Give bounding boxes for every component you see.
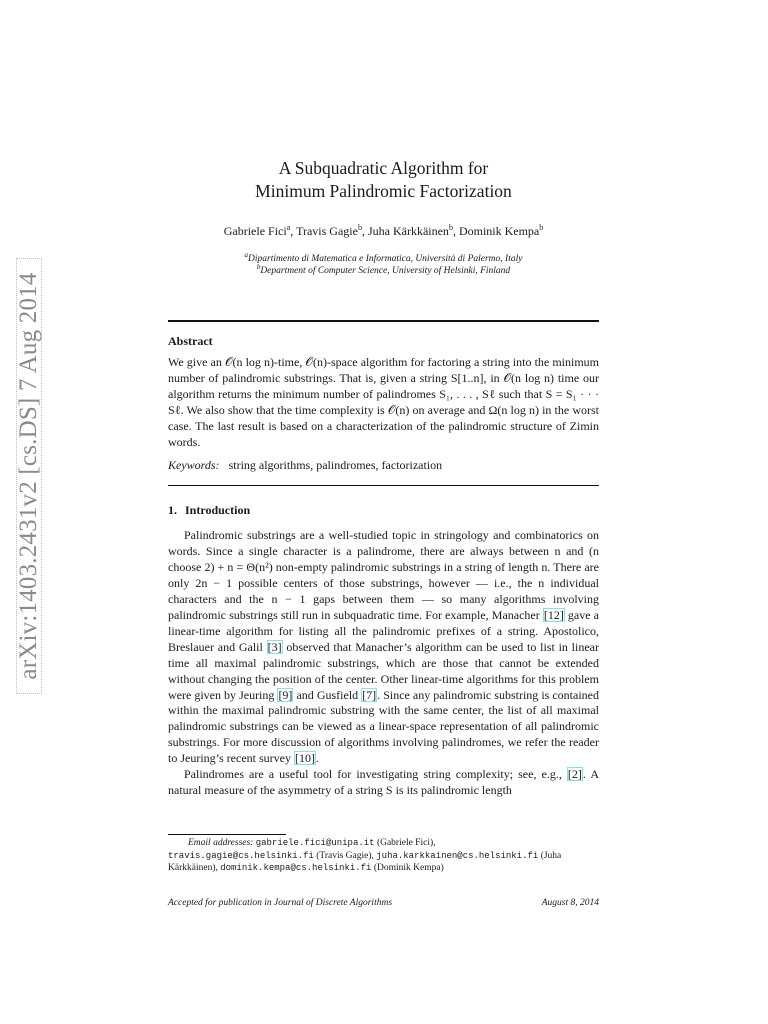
affiliation-b <box>168 263 599 276</box>
abstract-top-rule <box>168 320 599 322</box>
author-affiliation-mark: b <box>448 223 453 232</box>
author-affiliation-mark: b <box>357 223 362 232</box>
email-link[interactable]: dominik.kempa@cs.helsinki.fi <box>220 863 372 873</box>
arxiv-identifier[interactable]: arXiv:1403.2431v2 [cs.DS] 7 Aug 2014 <box>15 272 42 680</box>
paper-title-line-2: Minimum Palindromic Factorization <box>255 181 512 201</box>
paragraph-text: gave a linear-time algorithm for listing all the palindromic prefixes of a string. Apostolico, Breslauer and Galil <box>168 607 600 654</box>
email-owner: (Travis Gagie), <box>316 850 374 861</box>
section-number: 1. <box>168 503 177 517</box>
citation-link[interactable]: [3] <box>267 639 282 654</box>
paragraph-text: . A natural measure of the asymmetry of a string S is its palindromic length <box>168 767 599 798</box>
citation-link[interactable]: [7] <box>362 687 377 702</box>
author-name: Travis Gagie <box>296 224 358 238</box>
author-name: Dominik Kempa <box>458 224 540 238</box>
keywords-label: Keywords: <box>168 458 220 472</box>
abstract-heading: Abstract <box>168 334 213 348</box>
abstract-bottom-rule <box>168 485 599 486</box>
author-list: Gabriele Fici$^a$, Travis Gagie$^b$, Juha Kärkkäinen$^b$, Dominik Kempa$^b$ <box>223 223 544 238</box>
paper-title-line-1: A Subquadratic Algorithm for <box>278 158 489 178</box>
email-link[interactable]: juha.karkkainen@cs.helsinki.fi <box>376 850 539 861</box>
arxiv-stamp[interactable] <box>12 258 46 694</box>
section-heading <box>168 503 250 518</box>
paragraph <box>168 528 599 767</box>
footnote-label: Email addresses: <box>188 838 254 848</box>
keywords-text: string algorithms, palindromes, factorization <box>228 458 443 472</box>
author-affiliation-mark: a <box>286 223 291 232</box>
affiliation-mark: a <box>244 251 249 259</box>
abstract-text: We give an 𝒪(n log n)-time, 𝒪(n)-space algorithm for factoring a string into the minimum number of palindromic substrings. That is, given a string S[1..n], in 𝒪(n log n) time our algorithm returns the minimum number of palindromes S₁, . . . , Sℓ such that S = S₁ · · · Sℓ. We also show that the time complexity is 𝒪(n) on average and Ω(n log n) in the worst case. The last result is based on a characterization of the palindromic structure of Zimin words. <box>168 355 599 449</box>
paragraph-text: observed that Manacher’s algorithm can be used to list in linear time all maximal palindromic substrings, which are those that cannot be extended without changing the position of the center. Other linear-time algorithms for this problem were given by Jeuring <box>168 639 599 702</box>
email-footnote <box>168 837 599 875</box>
section-title: Introduction <box>185 503 251 517</box>
publication-note: Accepted for publication in Journal of Discrete Algorithms <box>168 898 393 908</box>
email-link[interactable]: gabriele.fici@unipa.it <box>255 838 375 848</box>
footnote-rule <box>168 834 286 835</box>
email-owner: (Juha Kärkkäinen), <box>168 850 562 873</box>
citation-link[interactable]: [2] <box>567 767 582 782</box>
email-owner: (Gabriele Fici), <box>376 838 436 848</box>
email-link[interactable]: travis.gagie@cs.helsinki.fi <box>168 850 314 861</box>
author-affiliation-mark: b <box>539 223 544 232</box>
email-owner: (Dominik Kempa) <box>373 863 444 873</box>
paragraph-text: . Since any palindromic substring is contained within the maximal palindromic substring with the same center, the list of all maximal palindromic substrings can be viewed as a linear-space representation of all palindromic substrings. For more discussion of algorithms involving palindromes, we refer the reader to Jeuring’s recent survey <box>168 687 599 766</box>
affiliation-mark: b <box>256 263 261 271</box>
author-name: Juha Kärkkäinen <box>367 224 449 238</box>
paragraph-text: and Gusfield <box>293 687 362 702</box>
keywords <box>168 458 599 473</box>
affiliation-text: Department of Computer Science, University of Helsinki, Finland <box>260 266 511 276</box>
citation-link[interactable]: [9] <box>278 687 293 702</box>
citation-link[interactable]: [12] <box>543 607 564 622</box>
paragraph-text: Palindromes are a useful tool for investigating string complexity; see, e.g., <box>184 767 567 782</box>
paragraph-text: Palindromic substrings are a well-studied topic in stringology and combinatorics on words. Since a single character is a palindrome, there are always between n and (n choose 2) + n = Θ(n²) non-empty palindromic substrings in a string of length n. There are only 2n − 1 possible centers of those substrings, however — i.e., the n individual characters and the n − 1 gaps between them — so many algorithms involving palindromic substrings still run in subquadratic time. For example, Manacher <box>168 528 599 622</box>
citation-link[interactable]: [10] <box>294 751 315 766</box>
document-date: August 8, 2014 <box>541 898 599 908</box>
introduction-body <box>168 528 599 799</box>
author-name: Gabriele Fici <box>223 224 287 238</box>
affiliation-text: Dipartimento di Matematica e Informatica, Università di Palermo, Italy <box>248 254 523 264</box>
paragraph-text: . <box>315 751 319 766</box>
paragraph <box>168 767 599 799</box>
